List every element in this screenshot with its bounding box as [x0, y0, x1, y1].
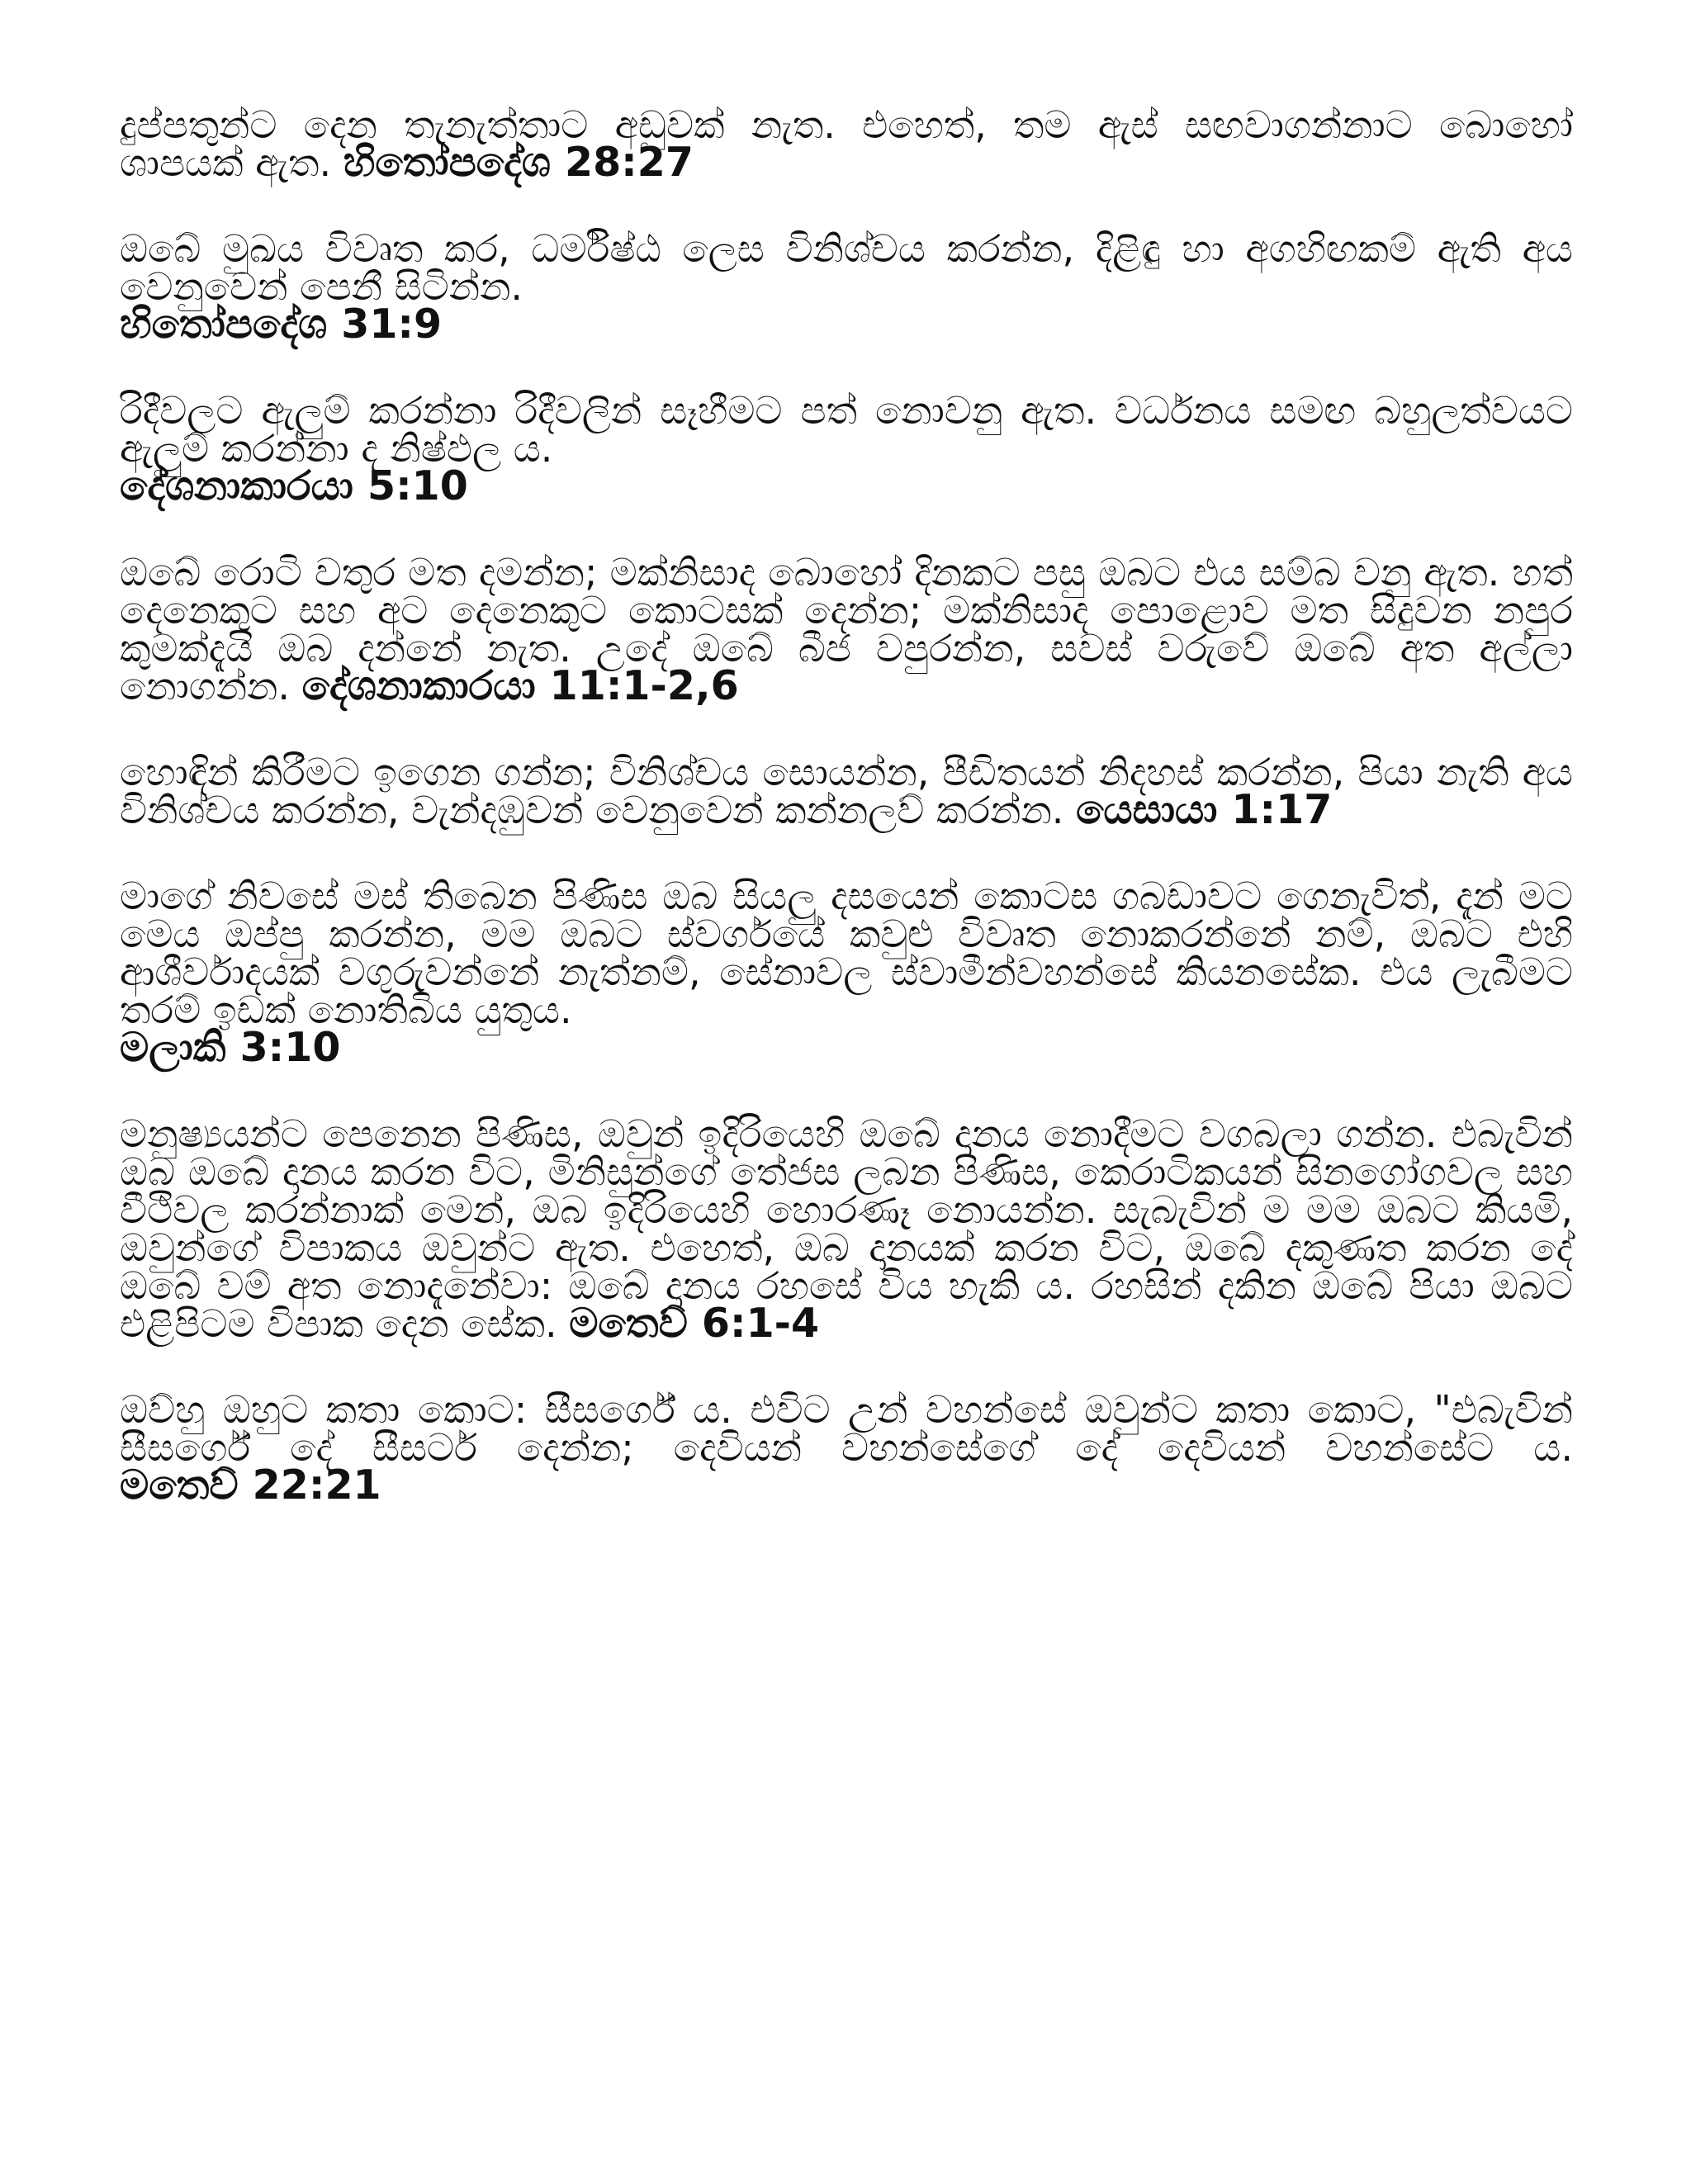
verse-reference: යෙසායා 1:17: [1076, 786, 1333, 833]
verse-paragraph: [120, 750, 1573, 833]
verse-paragraph: [120, 226, 1573, 348]
verse-reference: හිතෝපදේශ 28:27: [343, 139, 694, 186]
verse-reference: දේශනාකාරයා 5:10: [120, 462, 468, 509]
verse-text: මනුෂ්‍යයන්ට පෙනෙන පිණිස, ඔවුන් ඉදිරියෙහි ඔබේ දානය නොදීමට වගබලා ගන්න. එබැවින් ඔබ ඔබේ දානය කරන විට, මිනිසුන්ගේ තේජස ලබන පිණිස, කෙරාටිකයන් සිනගෝගවල සහ වීථිවල කරන්නාක් මෙන්, ඔබ ඉදිරියෙහි හොරණෑ නොයන්න. සැබැවින් ම මම ඔබට කියමි, ඔවුන්ගේ විපාකය ඔවුන්ට ඇත. එහෙත්, ඔබ දානයක් කරන විට, ඔබේ දකුණත කරන දේ ඔබේ වම් අත නොදැනේවා: ඔබේ දානය රහසේ විය හැකි ය. රහසින් දකින ඔබේ පියා ඔබට එළිපිටම විපාක දෙන සේක.: [120, 1111, 1573, 1346]
verse-paragraph: [120, 550, 1573, 709]
verse-text: ඔබේ මුඛය විවෘත කර, ධර්මිෂ්ඨ ලෙස විනිශ්චය කරන්න, දිළිඳු හා අගහිඟකම් ඇති අය වෙනුවෙන් පෙනී සිටින්න.: [120, 226, 1573, 309]
verse-paragraph: [120, 102, 1573, 186]
verse-reference: මතෙව් 22:21: [120, 1462, 381, 1509]
verse-reference: දේශනාකාරයා 11:1-2,6: [301, 662, 739, 709]
verse-text: ඔව්හු ඔහුට කතා කොට: සීසර්ගේ ය. එවිට උන් වහන්සේ ඔවුන්ට කතා කොට, "එබැවින් සීසර්ගේ දේ සීසර්ට දෙන්න; දෙවියන් වහන්සේගේ දේ දෙවියන් වහන්සේට ය.: [120, 1387, 1573, 1470]
verse-paragraph: [120, 388, 1573, 509]
verse-text: හොඳින් කිරීමට ඉගෙන ගන්න; විනිශ්චය සොයන්න, පීඩිතයන් නිදහස් කරන්න, පියා නැති අය විනිශ්චය කරන්න, වැන්දඹුවන් වෙනුවෙන් කන්නලව් කරන්න.: [120, 750, 1573, 832]
verse-reference: මලාකි 3:10: [120, 1024, 341, 1071]
verse-reference: මතෙව් 6:1-4: [569, 1300, 820, 1347]
verse-paragraph: [120, 1111, 1573, 1347]
verse-text: දුප්පතුන්ට දෙන තැනැත්තාට අඩුවක් නැත. එහෙත්, තම ඇස් සඟවාගන්නාට බොහෝ ශාපයක් ඇත.: [120, 102, 1573, 185]
verse-text: ඔබේ රොටි වතුර මත දමන්න; මක්නිසාද බොහෝ දිනකට පසු ඔබට එය සම්බ වනු ඇත. හත් දෙනෙකුට සහ අට දෙනෙකුට කොටසක් දෙන්න; මක්නිසාද පොළොව මත සිදුවන නපුර කුමක්දැයි ඔබ දන්නේ නැත. උදේ ඔබේ බීජ වපුරන්න, සවස් වරුවේ ඔබේ අත අල්ලා නොගන්න.: [120, 550, 1573, 708]
verse-paragraph: [120, 1387, 1573, 1509]
verse-text: රිදීවලට ඇලුම් කරන්නා රිදීවලින් සෑහීමට පත් නොවනු ඇත. වර්ධනය සමඟ බහුලත්වයට ඇලුම් කරන්නා ද නිෂ්ඵල ය.: [120, 388, 1573, 471]
verse-reference: හිතෝපදේශ 31:9: [120, 301, 443, 348]
document-page: [120, 102, 1573, 1552]
verse-text: මාගේ නිවසේ මස් තිබෙන පිණිස ඔබ සියලු දසයෙන් කොටස ගබඩාවට ගෙනැවිත්, දැන් මට මෙය ඔප්පු කරන්න, මම ඔබට ස්වර්ගයේ කවුළු විවෘත නොකරන්නේ නම්, ඔබට එහි ආශීර්වාදයක් වගුරුවන්නේ නැත්නම්, සේනාවල ස්වාමීන්වහන්සේ කියනසේක. එය ලැබීමට තරම් ඉඩක් නොතිබිය යුතුය.: [120, 874, 1573, 1032]
verse-paragraph: [120, 874, 1573, 1071]
